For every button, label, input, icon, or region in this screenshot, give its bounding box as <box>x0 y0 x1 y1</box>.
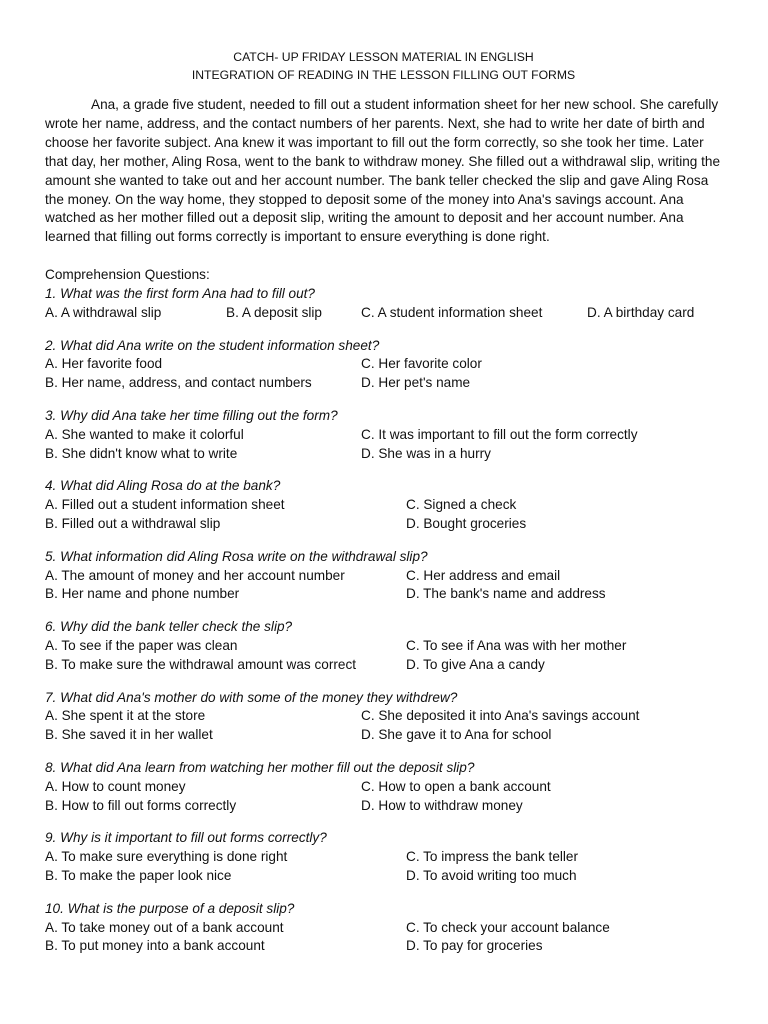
option-a: A. The amount of money and her account number <box>45 567 345 583</box>
question-text: 2. What did Ana write on the student information sheet? <box>45 337 380 353</box>
option-a: A. To make sure everything is done right <box>45 849 288 865</box>
option-c: C. To see if Ana was with her mother <box>406 638 627 653</box>
question-text: 9. Why is it important to fill out forms correctly? <box>45 830 327 846</box>
option-d: D. Bought groceries <box>406 516 527 532</box>
options-row <box>45 304 722 323</box>
option-b: B. Filled out a withdrawal slip <box>45 516 221 532</box>
option-d: D. To pay for groceries <box>406 938 543 954</box>
option-c: C. To impress the bank teller <box>406 849 579 865</box>
question-text: 5. What information did Aling Rosa write on the withdrawal slip? <box>45 548 428 564</box>
options-row <box>45 496 722 515</box>
option-c: C. She deposited it into Ana's savings account <box>361 708 640 724</box>
option-b: B. Her name, address, and contact numbers <box>45 375 312 391</box>
option-a: A. A withdrawal slip <box>45 304 162 320</box>
options-row <box>45 707 722 726</box>
options-row <box>45 567 722 586</box>
option-b: B. Her name and phone number <box>45 586 240 602</box>
option-a: A. To see if the paper was clean <box>45 638 238 653</box>
options-row <box>45 656 722 675</box>
option-a: A. Filled out a student information sheet <box>45 497 285 513</box>
options-row <box>45 848 722 867</box>
question-5 <box>45 548 722 604</box>
options-row <box>45 778 722 797</box>
option-b: B. How to fill out forms correctly <box>45 797 237 813</box>
option-d: D. The bank's name and address <box>406 586 606 602</box>
options-row <box>45 867 722 886</box>
question-7 <box>45 689 722 745</box>
header-line-2: INTEGRATION OF READING IN THE LESSON FILLING OUT FORMS <box>191 68 576 82</box>
option-a: A. She spent it at the store <box>45 708 206 724</box>
option-d: D. To avoid writing too much <box>406 867 577 883</box>
option-c: C. A student information sheet <box>361 304 543 320</box>
options-row <box>45 374 722 393</box>
option-d: D. How to withdraw money <box>361 797 523 813</box>
question-text: 6. Why did the bank teller check the slip? <box>45 619 293 635</box>
options-row <box>45 919 722 938</box>
option-d: D. To give Ana a candy <box>406 656 545 672</box>
question-2 <box>45 337 722 393</box>
option-c: C. Her address and email <box>406 567 561 583</box>
option-b: B. To make sure the withdrawal amount was correct <box>45 656 357 672</box>
option-d: D. She was in a hurry <box>361 445 491 461</box>
question-text: 8. What did Ana learn from watching her mother fill out the deposit slip? <box>45 759 475 775</box>
question-text: 7. What did Ana's mother do with some of the money they withdrew? <box>45 689 458 705</box>
question-text: 4. What did Aling Rosa do at the bank? <box>45 478 281 494</box>
reading-passage: Ana, a grade five student, needed to fill out a student information sheet for her new school. She carefully wrote her name, address, and the contact numbers of her parents. Next, she had to write her date of birth and choose her favorite subject. Ana knew it was important to fill out the form correctly, so she took her time. Later that day, her mother, Aling Rosa, went to the bank to withdraw money. She filled out a withdrawal slip, writing the amount she wanted to take out and her account number. The bank teller checked the slip and gave Aling Rosa the money. On the way home, they stopped to deposit some of the money into Ana's savings account. Ana watched as her mother filled out a deposit slip, writing the amount to deposit and her account number. Ana learned that filling out forms correctly is important to ensure everything is done right. <box>45 97 721 245</box>
header-line-1: CATCH- UP FRIDAY LESSON MATERIAL IN ENGLISH <box>233 50 534 64</box>
options-row <box>45 726 722 745</box>
question-6 <box>45 618 722 674</box>
option-b: B. She didn't know what to write <box>45 445 238 461</box>
comprehension-label: Comprehension Questions: <box>45 267 210 283</box>
options-row <box>45 426 722 445</box>
options-row <box>45 445 722 464</box>
option-a: A. How to count money <box>45 778 186 794</box>
option-a: A. She wanted to make it colorful <box>45 426 244 442</box>
option-d: D. A birthday card <box>587 304 695 320</box>
option-a: A. To take money out of a bank account <box>45 919 284 935</box>
question-3 <box>45 407 722 463</box>
options-row <box>45 637 722 656</box>
option-b: B. To put money into a bank account <box>45 938 265 954</box>
option-d: D. Her pet's name <box>361 375 471 391</box>
option-b: B. To make the paper look nice <box>45 867 232 883</box>
question-4 <box>45 477 722 533</box>
options-row <box>45 797 722 816</box>
question-9 <box>45 829 722 885</box>
option-c: C. Signed a check <box>406 497 517 513</box>
options-row <box>45 355 722 374</box>
question-text: 10. What is the purpose of a deposit slip? <box>45 900 295 916</box>
options-row <box>45 585 722 604</box>
option-c: C. Her favorite color <box>361 356 482 372</box>
option-b: B. A deposit slip <box>226 304 322 320</box>
options-row <box>45 937 722 956</box>
option-a: A. Her favorite food <box>45 356 163 372</box>
question-8 <box>45 759 722 815</box>
option-c: C. How to open a bank account <box>361 778 551 794</box>
question-text: 3. Why did Ana take her time filling out the form? <box>45 408 338 424</box>
question-text: 1. What was the first form Ana had to fill out? <box>45 286 315 302</box>
option-d: D. She gave it to Ana for school <box>361 727 552 743</box>
option-c: C. To check your account balance <box>406 919 610 935</box>
options-row <box>45 515 722 534</box>
question-10 <box>45 900 722 956</box>
option-b: B. She saved it in her wallet <box>45 727 213 743</box>
option-c: C. It was important to fill out the form correctly <box>361 426 638 442</box>
question-1 <box>45 285 722 323</box>
